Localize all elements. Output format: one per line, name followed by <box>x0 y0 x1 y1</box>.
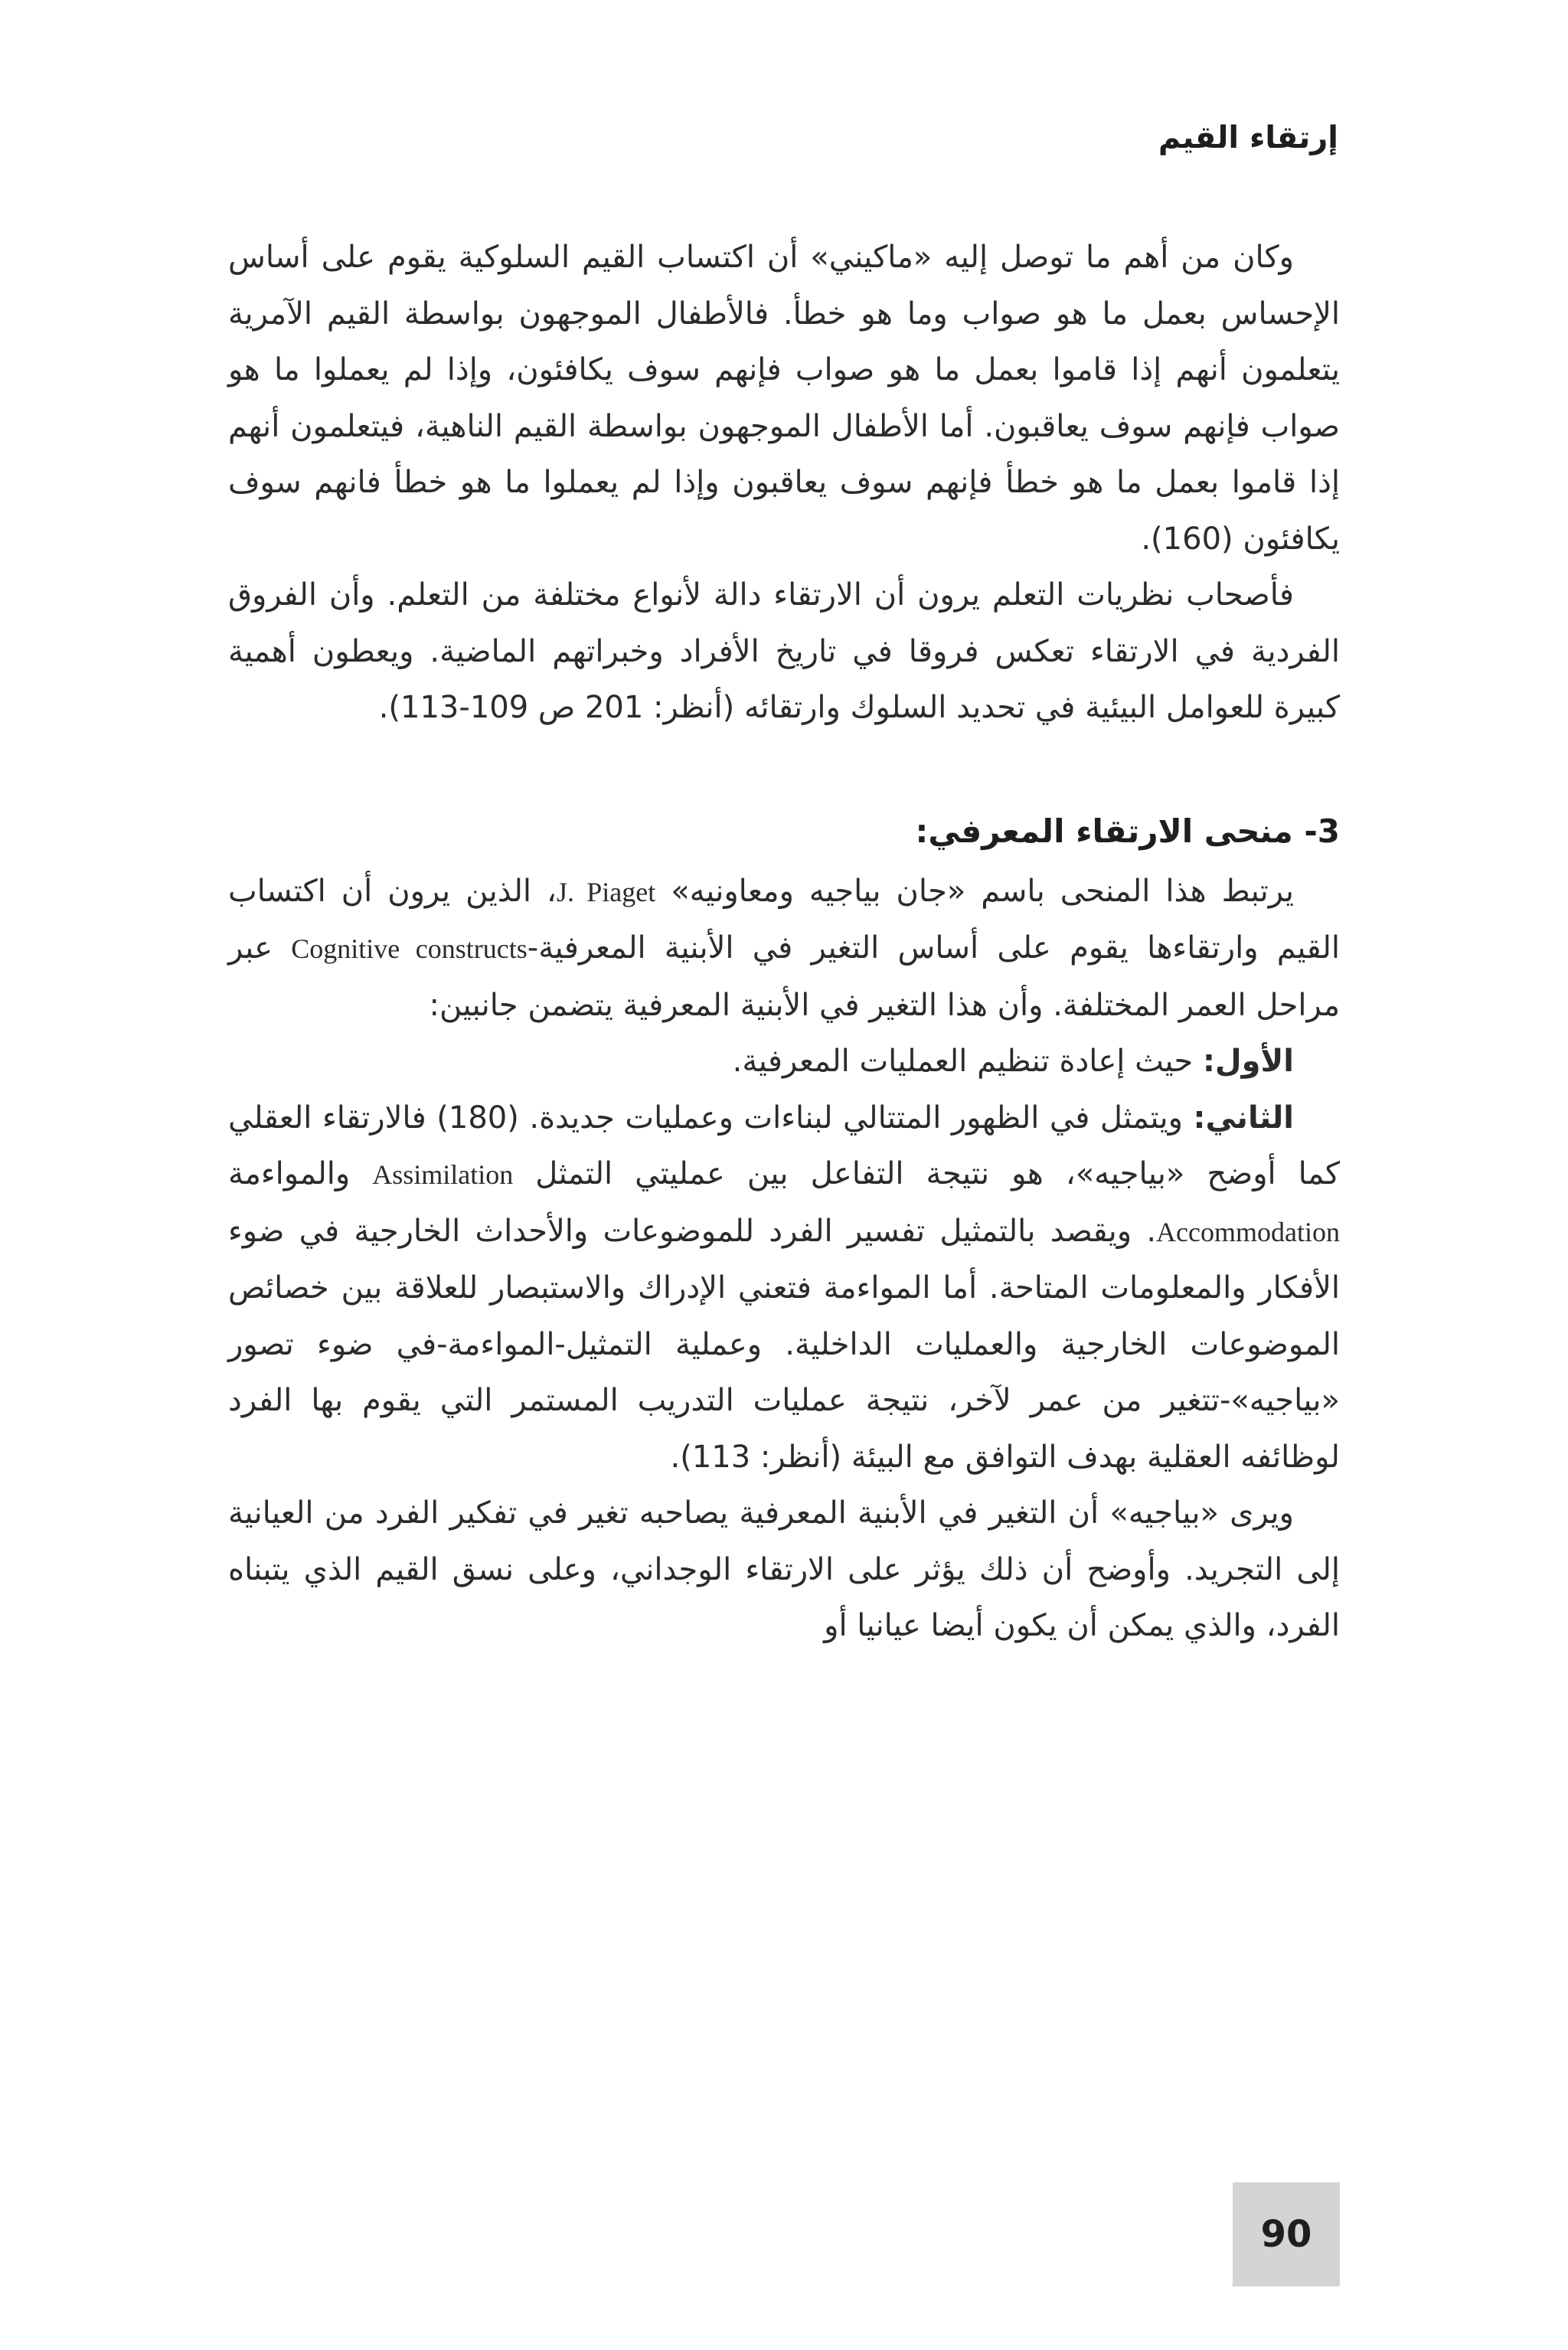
section-spacer <box>228 737 1340 799</box>
second-aspect-text-a: ويتمثل في الظهور المتتالي لبناءات وعمليات جديدة. (180) فالارتقاء العقلي كما أوضح «بياجيه»، هو نتيجة التفاعل بين عمليتي التمثل <box>228 1100 1340 1191</box>
first-aspect-label: الأول: <box>1202 1044 1294 1079</box>
paragraph-mackinney: وكان من أهم ما توصل إليه «ماكيني» أن اكتساب القيم السلوكية يقوم على أساس الإحساس بعمل ما هو صواب وما هو خطأ. فالأطفال الموجهون بواسطة القيم الآمرية يتعلمون أنهم إذا قاموا بعمل ما هو صواب فإنهم سوف يكافئون، وإذا لم يعملوا ما هو صواب فإنهم سوف يعاقبون. أما الأطفال الموجهون بواسطة القيم الناهية، فيتعلمون أنهم إذا قاموا بعمل ما هو خطأ فإنهم سوف يعاقبون وإذا لم يعملوا ما هو خطأ فانهم سوف يكافئون (160). <box>228 240 1340 557</box>
paragraph-first-aspect <box>228 1034 1340 1090</box>
second-aspect-text-c: . ويقصد بالتمثيل تفسير الفرد للموضوعات والأحداث الخارجية في ضوء الأفكار والمعلومات المتاحة. أما المواءمة فتعني الإدراك والاستبصار للعلاقة بين خصائص الموضوعات الخارجية والعمليات الداخلية. وعملية التمثيل-المواءمة-في ضوء تصور «بياجيه»-تتغير من عمر لآخر، نتيجة عمليات التدريب المستمر التي يقوم بها الفرد لوظائفه العقلية بهدف التوافق مع البيئة (أنظر: 113). <box>228 1213 1340 1475</box>
paragraph-piaget-abstraction: ويرى «بياجيه» أن التغير في الأبنية المعرفية يصاحبه تغير في تفكير الفرد من العيانية إلى التجريد. وأوضح أن ذلك يؤثر على الارتقاء الوجداني، وعلى نسق القيم الذي يتبناه الفرد، والذي يمكن أن يكون أيضا عيانيا أو <box>228 1495 1340 1643</box>
piaget-text-a: يرتبط هذا المنحى باسم «جان بياجيه ومعاونيه» <box>671 873 1294 909</box>
piaget-text-c: عبر مراحل العمر المختلفة. وأن هذا التغير في الأبنية المعرفية يتضمن جانبين: <box>228 930 1340 1023</box>
running-head-title: إرتقاء القيم <box>1158 120 1338 155</box>
latin-term-cognitive: Cognitive constructs <box>291 933 528 964</box>
latin-term-accommodation: Accommodation <box>1156 1216 1340 1247</box>
latin-term-piaget: J. Piaget <box>556 876 656 907</box>
body-text <box>228 230 1340 1655</box>
paragraph-second-aspect <box>228 1090 1340 1486</box>
page-number: 90 <box>1260 2213 1312 2256</box>
first-aspect-text: حيث إعادة تنظيم العمليات المعرفية. <box>732 1044 1203 1079</box>
paragraph-learning-theories: فأصحاب نظريات التعلم يرون أن الارتقاء دالة لأنواع مختلفة من التعلم. وأن الفروق الفردية في الارتقاء تعكس فروقا في تاريخ الأفراد وخبراتهم الماضية. ويعطون أهمية كبيرة للعوامل البيئية في تحديد السلوك وارتقائه (أنظر: 201 ص 109-113). <box>228 577 1340 725</box>
page-number-box <box>1233 2182 1340 2286</box>
second-aspect-label: الثاني: <box>1193 1100 1295 1136</box>
piaget-text-b: ، الذين يرون أن اكتساب القيم وارتقاءها يقوم على أساس التغير في الأبنية المعرفية- <box>228 873 1340 966</box>
second-aspect-text-b: والمواءمة <box>228 1156 351 1191</box>
paragraph-piaget <box>228 864 1340 1034</box>
latin-term-assimilation: Assimilation <box>372 1159 514 1190</box>
section-heading-cognitive: 3- منحى الارتقاء المعرفي: <box>915 812 1340 850</box>
